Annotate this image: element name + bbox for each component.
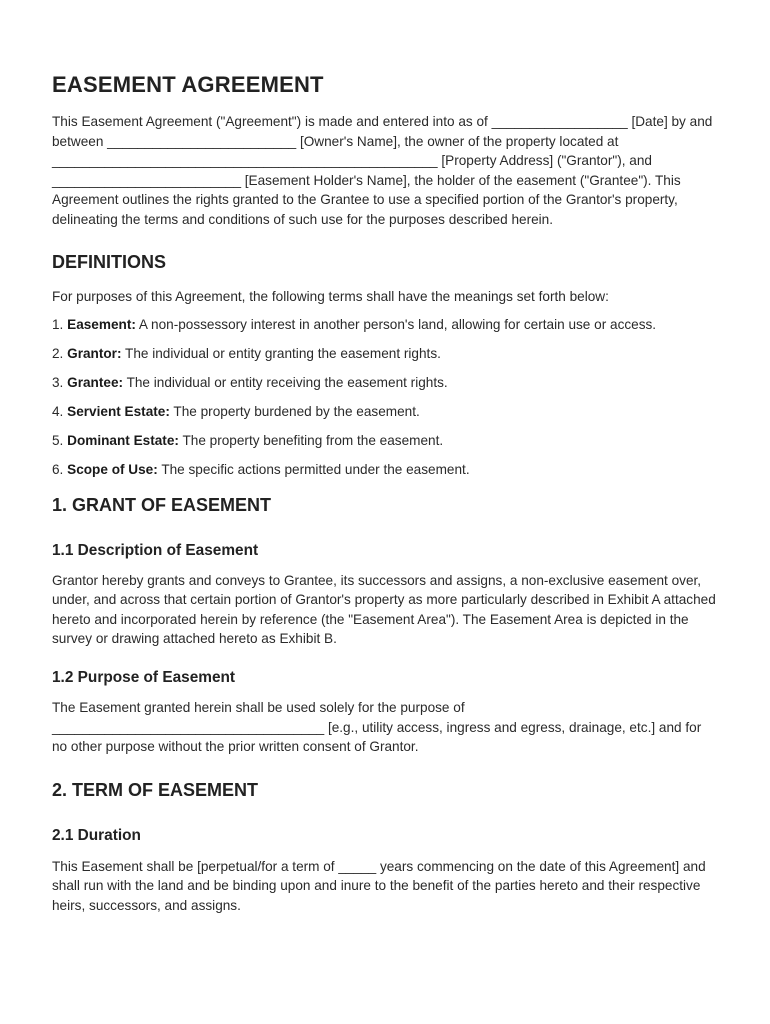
section-1-1-heading: 1.1 Description of Easement <box>52 541 259 559</box>
definition-item-servient-estate <box>52 402 720 422</box>
definition-text: The specific actions permitted under the easement. <box>161 462 470 478</box>
definition-number: 2. <box>52 346 64 362</box>
definition-number: 1. <box>52 317 64 333</box>
definition-text: A non-possessory interest in another person's land, allowing for certain use or access. <box>138 317 657 333</box>
section-2-heading: 2. TERM OF EASEMENT <box>52 779 259 800</box>
definition-term: Scope of Use: <box>67 462 158 478</box>
definition-term: Easement: <box>67 317 136 333</box>
definition-text: The property burdened by the easement. <box>173 404 420 420</box>
definitions-list <box>52 315 720 480</box>
definition-number: 5. <box>52 433 64 449</box>
definition-item-grantee <box>52 373 720 393</box>
section-1-1-body: Grantor hereby grants and conveys to Grantee, its successors and assigns, a non-exclusive easement over, under, and across that certain portion of Grantor's property as more particularly described in Exhibit A attached hereto and incorporated herein by reference (the "Easement Area"). The Easement Area is depicted in the survey or drawing attached hereto as Exhibit B. <box>52 572 716 647</box>
definition-text: The property benefiting from the easement. <box>182 433 444 449</box>
definition-term: Grantor: <box>67 346 122 362</box>
definition-term: Grantee: <box>67 375 124 391</box>
definitions-heading: DEFINITIONS <box>52 251 167 272</box>
intro-paragraph: This Easement Agreement ("Agreement") is made and entered into as of __________________ [Date] by and between _________________________ [Owner's Name], the owner of the property located at ___________________________________________________ [Property Address] ("Grantor"), and _________________________ [Easement Holder's Name], the holder of the easement ("Grantee"). This Agreement outlines the rights granted to the Grantee to use a specified portion of the Grantor's property, delineating the terms and conditions of such use for the purposes described herein. <box>52 114 713 227</box>
section-2-1-body: This Easement shall be [perpetual/for a term of _____ years commencing on the date of this Agreement] and shall run with the land and be binding upon and inure to the benefit of the parties hereto and their respective heirs, successors, and assigns. <box>52 858 706 914</box>
definition-number: 4. <box>52 404 64 420</box>
definition-text: The individual or entity receiving the easement rights. <box>126 375 448 391</box>
definition-number: 6. <box>52 462 64 478</box>
definition-item-grantor <box>52 344 720 364</box>
section-1-2-heading: 1.2 Purpose of Easement <box>52 669 236 687</box>
section-1-heading: 1. GRANT OF EASEMENT <box>52 494 272 515</box>
section-1-2-body: The Easement granted herein shall be used solely for the purpose of ____________________________________ [e.g., utility access, ingress and egress, drainage, etc.] and for no other purpose without the prior written consent of Grantor. <box>52 700 702 755</box>
document-title: EASEMENT AGREEMENT <box>52 72 324 97</box>
definition-item-dominant-estate <box>52 431 720 451</box>
definition-item-scope-of-use <box>52 460 720 480</box>
definition-text: The individual or entity granting the easement rights. <box>125 346 441 362</box>
document-page <box>52 70 720 916</box>
definition-number: 3. <box>52 375 64 391</box>
definition-term: Servient Estate: <box>67 404 170 420</box>
definitions-intro: For purposes of this Agreement, the following terms shall have the meanings set forth below: <box>52 288 609 304</box>
definition-term: Dominant Estate: <box>67 433 179 449</box>
definition-item-easement <box>52 315 720 335</box>
section-2-1-heading: 2.1 Duration <box>52 826 141 844</box>
